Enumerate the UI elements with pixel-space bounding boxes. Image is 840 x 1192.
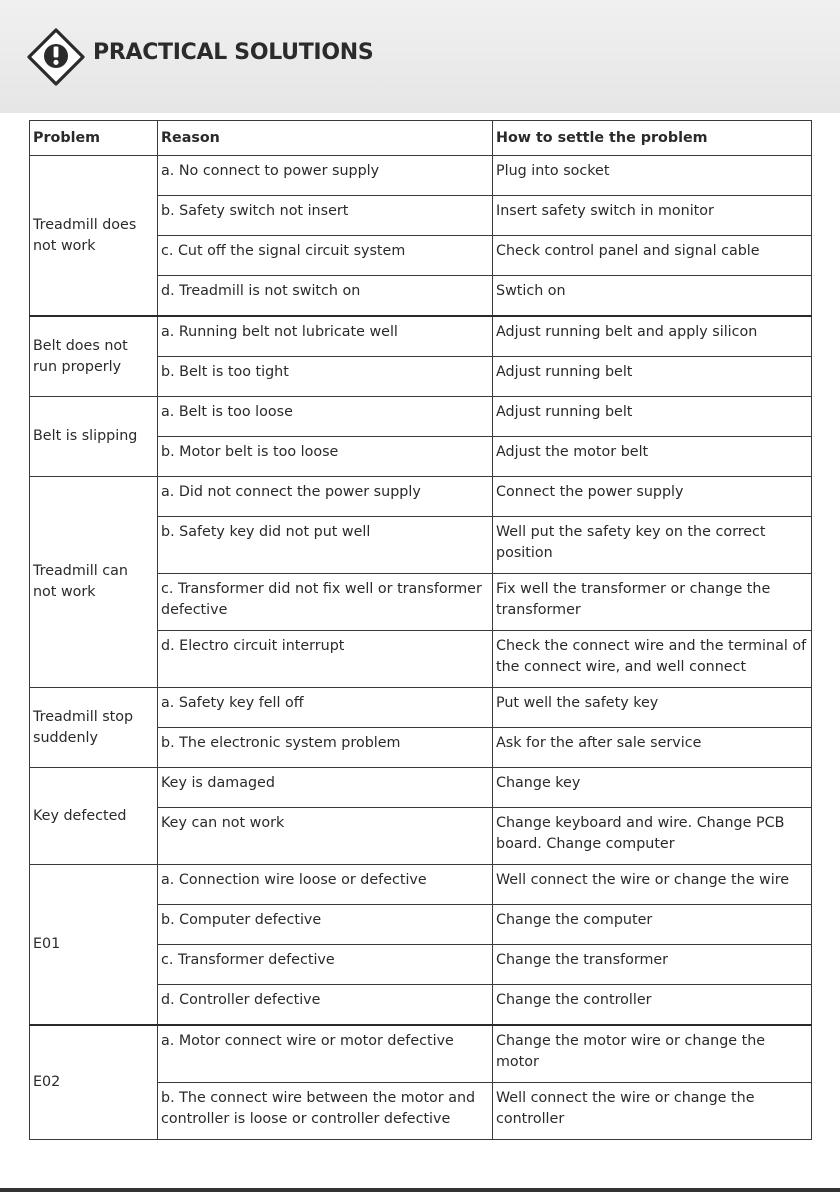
- problem-cell: Treadmill can not work: [30, 477, 158, 688]
- solution-cell: Connect the power supply: [493, 477, 812, 517]
- warning-diamond-icon: [26, 27, 86, 87]
- solution-cell: Adjust running belt and apply silicon: [493, 316, 812, 357]
- problem-cell: Belt does not run properly: [30, 316, 158, 397]
- page-header: [0, 0, 840, 113]
- problem-cell: Treadmill stop suddenly: [30, 688, 158, 768]
- reason-cell: Key can not work: [158, 808, 493, 865]
- solution-cell: Adjust running belt: [493, 357, 812, 397]
- page-title: PRACTICAL SOLUTIONS: [93, 40, 374, 65]
- table-row: [30, 865, 812, 905]
- reason-cell: c. Transformer defective: [158, 945, 493, 985]
- solution-cell: Adjust the motor belt: [493, 437, 812, 477]
- problem-cell: Key defected: [30, 768, 158, 865]
- solution-cell: Ask for the after sale service: [493, 728, 812, 768]
- reason-cell: a. Motor connect wire or motor defective: [158, 1025, 493, 1083]
- table-row: [30, 156, 812, 196]
- reason-cell: b. Safety key did not put well: [158, 517, 493, 574]
- problem-cell: Treadmill does not work: [30, 156, 158, 317]
- table-row: [30, 688, 812, 728]
- reason-cell: b. Belt is too tight: [158, 357, 493, 397]
- solution-cell: Well connect the wire or change the controller: [493, 1083, 812, 1140]
- table-header-row: [30, 121, 812, 156]
- reason-cell: b. The connect wire between the motor and controller is loose or controller defective: [158, 1083, 493, 1140]
- table-row: [30, 477, 812, 517]
- reason-cell: a. No connect to power supply: [158, 156, 493, 196]
- column-header-solution: How to settle the problem: [493, 121, 812, 156]
- reason-cell: b. Motor belt is too loose: [158, 437, 493, 477]
- reason-cell: a. Connection wire loose or defective: [158, 865, 493, 905]
- solution-cell: Change key: [493, 768, 812, 808]
- table-row: [30, 316, 812, 357]
- reason-cell: a. Running belt not lubricate well: [158, 316, 493, 357]
- solution-cell: Well connect the wire or change the wire: [493, 865, 812, 905]
- solution-cell: Change the computer: [493, 905, 812, 945]
- reason-cell: a. Belt is too loose: [158, 397, 493, 437]
- reason-cell: c. Cut off the signal circuit system: [158, 236, 493, 276]
- solution-cell: Adjust running belt: [493, 397, 812, 437]
- table-row: [30, 768, 812, 808]
- solution-cell: Fix well the transformer or change the transformer: [493, 574, 812, 631]
- solution-cell: Well put the safety key on the correct position: [493, 517, 812, 574]
- reason-cell: a. Did not connect the power supply: [158, 477, 493, 517]
- reason-cell: d. Electro circuit interrupt: [158, 631, 493, 688]
- reason-cell: a. Safety key fell off: [158, 688, 493, 728]
- problem-cell: E01: [30, 865, 158, 1026]
- reason-cell: d. Treadmill is not switch on: [158, 276, 493, 317]
- solution-cell: Insert safety switch in monitor: [493, 196, 812, 236]
- solution-cell: Change the transformer: [493, 945, 812, 985]
- table-row: [30, 397, 812, 437]
- reason-cell: d. Controller defective: [158, 985, 493, 1026]
- reason-cell: b. The electronic system problem: [158, 728, 493, 768]
- reason-cell: b. Safety switch not insert: [158, 196, 493, 236]
- troubleshooting-table: [29, 120, 812, 1140]
- solution-cell: Swtich on: [493, 276, 812, 317]
- table-row: [30, 1025, 812, 1083]
- solution-cell: Change the motor wire or change the motor: [493, 1025, 812, 1083]
- problem-cell: Belt is slipping: [30, 397, 158, 477]
- solution-cell: Put well the safety key: [493, 688, 812, 728]
- solution-cell: Plug into socket: [493, 156, 812, 196]
- problem-cell: E02: [30, 1025, 158, 1140]
- solution-cell: Change keyboard and wire. Change PCB board. Change computer: [493, 808, 812, 865]
- reason-cell: b. Computer defective: [158, 905, 493, 945]
- reason-cell: Key is damaged: [158, 768, 493, 808]
- solution-cell: Check the connect wire and the terminal of the connect wire, and well connect: [493, 631, 812, 688]
- solution-cell: Change the controller: [493, 985, 812, 1026]
- page-bottom-rule: [0, 1188, 840, 1192]
- column-header-reason: Reason: [158, 121, 493, 156]
- column-header-problem: Problem: [30, 121, 158, 156]
- reason-cell: c. Transformer did not fix well or transformer defective: [158, 574, 493, 631]
- solution-cell: Check control panel and signal cable: [493, 236, 812, 276]
